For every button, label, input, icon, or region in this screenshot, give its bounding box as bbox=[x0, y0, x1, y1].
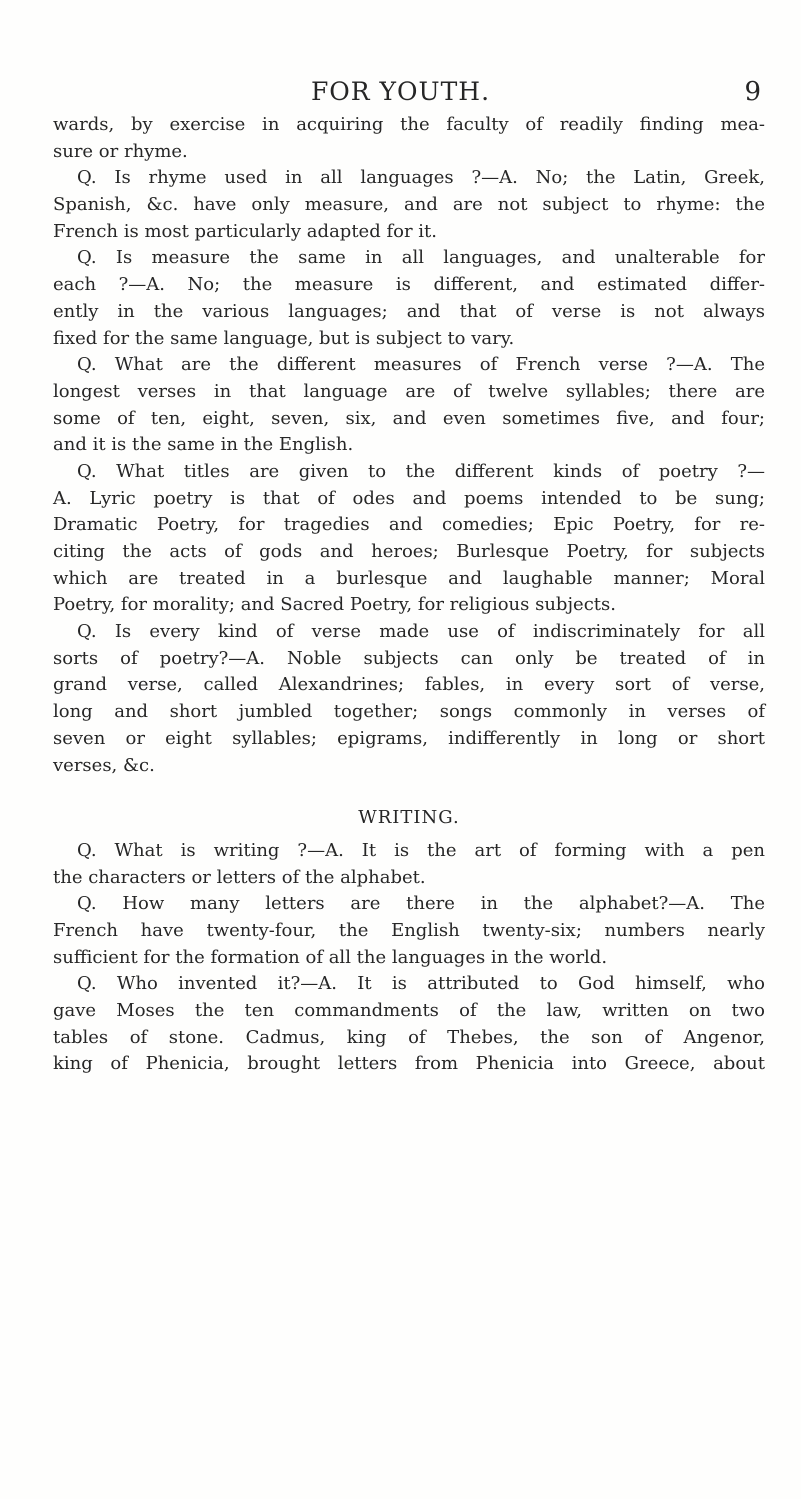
text-line: Q. What is writing ?—A. It is the art of forming with a pen bbox=[77, 839, 765, 861]
text-line: long and short jumbled together; songs commonly in verses of bbox=[53, 701, 765, 723]
paragraph bbox=[53, 459, 765, 619]
text-line: sorts of poetry?—A. Noble subjects can only be treated of in bbox=[53, 647, 765, 669]
text-line: sufficient for the formation of all the languages in the world. bbox=[53, 946, 608, 968]
paragraph bbox=[53, 619, 765, 779]
text-line: fixed for the same language, but is subject to vary. bbox=[53, 327, 515, 349]
page-number: 9 bbox=[744, 77, 761, 107]
paragraph bbox=[53, 165, 765, 245]
text-line: Q. How many letters are there in the alphabet?—A. The bbox=[77, 893, 765, 915]
writing-section bbox=[53, 838, 765, 1078]
text-line: each ?—A. No; the measure is different, and estimated differ- bbox=[53, 274, 765, 296]
text-line: Poetry, for morality; and Sacred Poetry, for religious subjects. bbox=[53, 594, 616, 616]
text-line: seven or eight syllables; epigrams, indifferently in long or short bbox=[53, 727, 765, 749]
text-line: Spanish, &c. have only measure, and are not subject to rhyme: the bbox=[53, 194, 765, 216]
text-line: Dramatic Poetry, for tragedies and comedies; Epic Poetry, for re- bbox=[53, 514, 765, 536]
text-line: citing the acts of gods and heroes; Burlesque Poetry, for subjects bbox=[53, 541, 765, 562]
paragraph bbox=[53, 971, 765, 1078]
text-line: the characters or letters of the alphabet. bbox=[53, 866, 426, 888]
text-line: A. Lyric poetry is that of odes and poems intended to be sung; bbox=[53, 487, 765, 509]
paragraph bbox=[53, 838, 765, 891]
section-heading: WRITING. bbox=[358, 807, 460, 829]
paragraph bbox=[53, 245, 765, 352]
paragraph bbox=[53, 352, 765, 459]
text-line: Q. Is measure the same in all languages, and unalterable for bbox=[77, 247, 765, 269]
text-line: Q. What are the different measures of French verse ?—A. The bbox=[77, 354, 765, 376]
text-line: ently in the various languages; and that of verse is not always bbox=[53, 300, 765, 322]
paragraph bbox=[53, 112, 765, 165]
text-line: king of Phenicia, brought letters from Phenicia into Greece, about bbox=[53, 1053, 765, 1075]
text-line: some of ten, eight, seven, six, and even sometimes five, and four; bbox=[53, 407, 765, 429]
running-head bbox=[0, 72, 801, 112]
text-line: French is most particularly adapted for it. bbox=[53, 220, 437, 242]
text-line: Q. Who invented it?—A. It is attributed to God himself, who bbox=[77, 973, 765, 995]
body-text bbox=[53, 112, 765, 1078]
text-line: which are treated in a burlesque and laughable manner; Moral bbox=[53, 567, 765, 589]
text-line: and it is the same in the English. bbox=[53, 434, 354, 456]
text-line: verses, &c. bbox=[53, 754, 155, 776]
text-line: French have twenty-four, the English twenty-six; numbers nearly bbox=[53, 919, 765, 941]
text-line: Q. Is rhyme used in all languages ?—A. No; the Latin, Greek, bbox=[77, 167, 765, 189]
text-line: gave Moses the ten commandments of the law, written on two bbox=[53, 1000, 765, 1021]
text-line: tables of stone. Cadmus, king of Thebes, the son of Angenor, bbox=[53, 1026, 765, 1048]
text-line: wards, by exercise in acquiring the faculty of readily finding mea- bbox=[53, 114, 765, 135]
text-line: sure or rhyme. bbox=[53, 140, 188, 162]
running-title: FOR YOUTH. bbox=[310, 77, 491, 106]
text-line: grand verse, called Alexandrines; fables, in every sort of verse, bbox=[53, 674, 765, 696]
poetry-section bbox=[53, 112, 765, 779]
paragraph bbox=[53, 891, 765, 971]
text-line: Q. Is every kind of verse made use of indiscriminately for all bbox=[77, 621, 765, 643]
text-line: longest verses in that language are of twelve syllables; there are bbox=[53, 380, 765, 402]
text-line: Q. What titles are given to the different kinds of poetry ?— bbox=[77, 460, 765, 482]
